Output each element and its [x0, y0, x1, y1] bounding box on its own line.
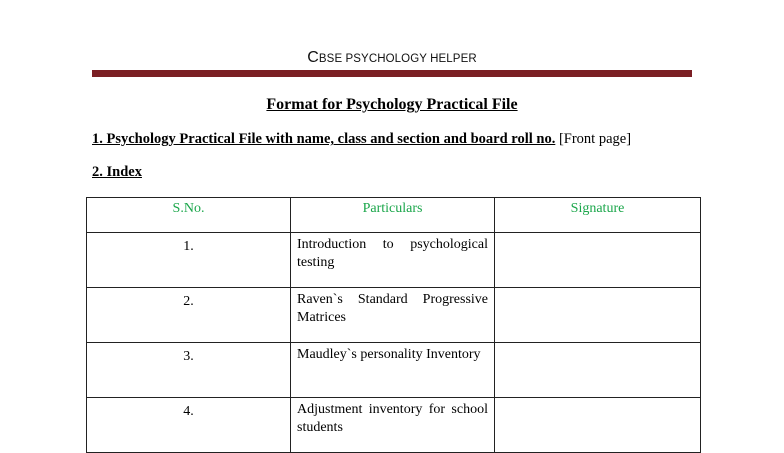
- row-sno: 3.: [87, 343, 291, 398]
- row-sno: 4.: [87, 398, 291, 453]
- row-signature-cell: [495, 398, 701, 453]
- table-header-row: [87, 198, 701, 233]
- row-sno: 1.: [87, 233, 291, 288]
- item-index-heading: 2. Index: [92, 164, 142, 180]
- item-front-page: [92, 131, 631, 148]
- table-row: [87, 343, 701, 398]
- item-front-page-text: 1. Psychology Practical File with name, class and section and board roll no.: [92, 131, 556, 147]
- row-particular: Adjustment inventory for school students: [291, 398, 495, 453]
- item-front-page-note: [Front page]: [555, 131, 632, 147]
- row-signature-cell: [495, 288, 701, 343]
- header-text: BSE PSYCHOLOGY HELPER: [318, 53, 477, 65]
- table-row: [87, 398, 701, 453]
- table-row: [87, 288, 701, 343]
- page-title: Format for Psychology Practical File: [266, 96, 518, 113]
- header-signature: Signature: [495, 198, 701, 233]
- table-row: [87, 233, 701, 288]
- header-initial: C: [307, 49, 319, 66]
- row-signature-cell: [495, 233, 701, 288]
- index-table: [86, 197, 701, 453]
- site-header: [0, 49, 784, 67]
- header-sno: S.No.: [87, 198, 291, 233]
- header-rule: [92, 70, 692, 77]
- row-particular: Introduction to psychological testing: [291, 233, 495, 288]
- row-signature-cell: [495, 343, 701, 398]
- header-particulars: Particulars: [291, 198, 495, 233]
- row-sno: 2.: [87, 288, 291, 343]
- row-particular: Maudley`s personality Inventory: [291, 343, 495, 398]
- row-particular: Raven`s Standard Progressive Matrices: [291, 288, 495, 343]
